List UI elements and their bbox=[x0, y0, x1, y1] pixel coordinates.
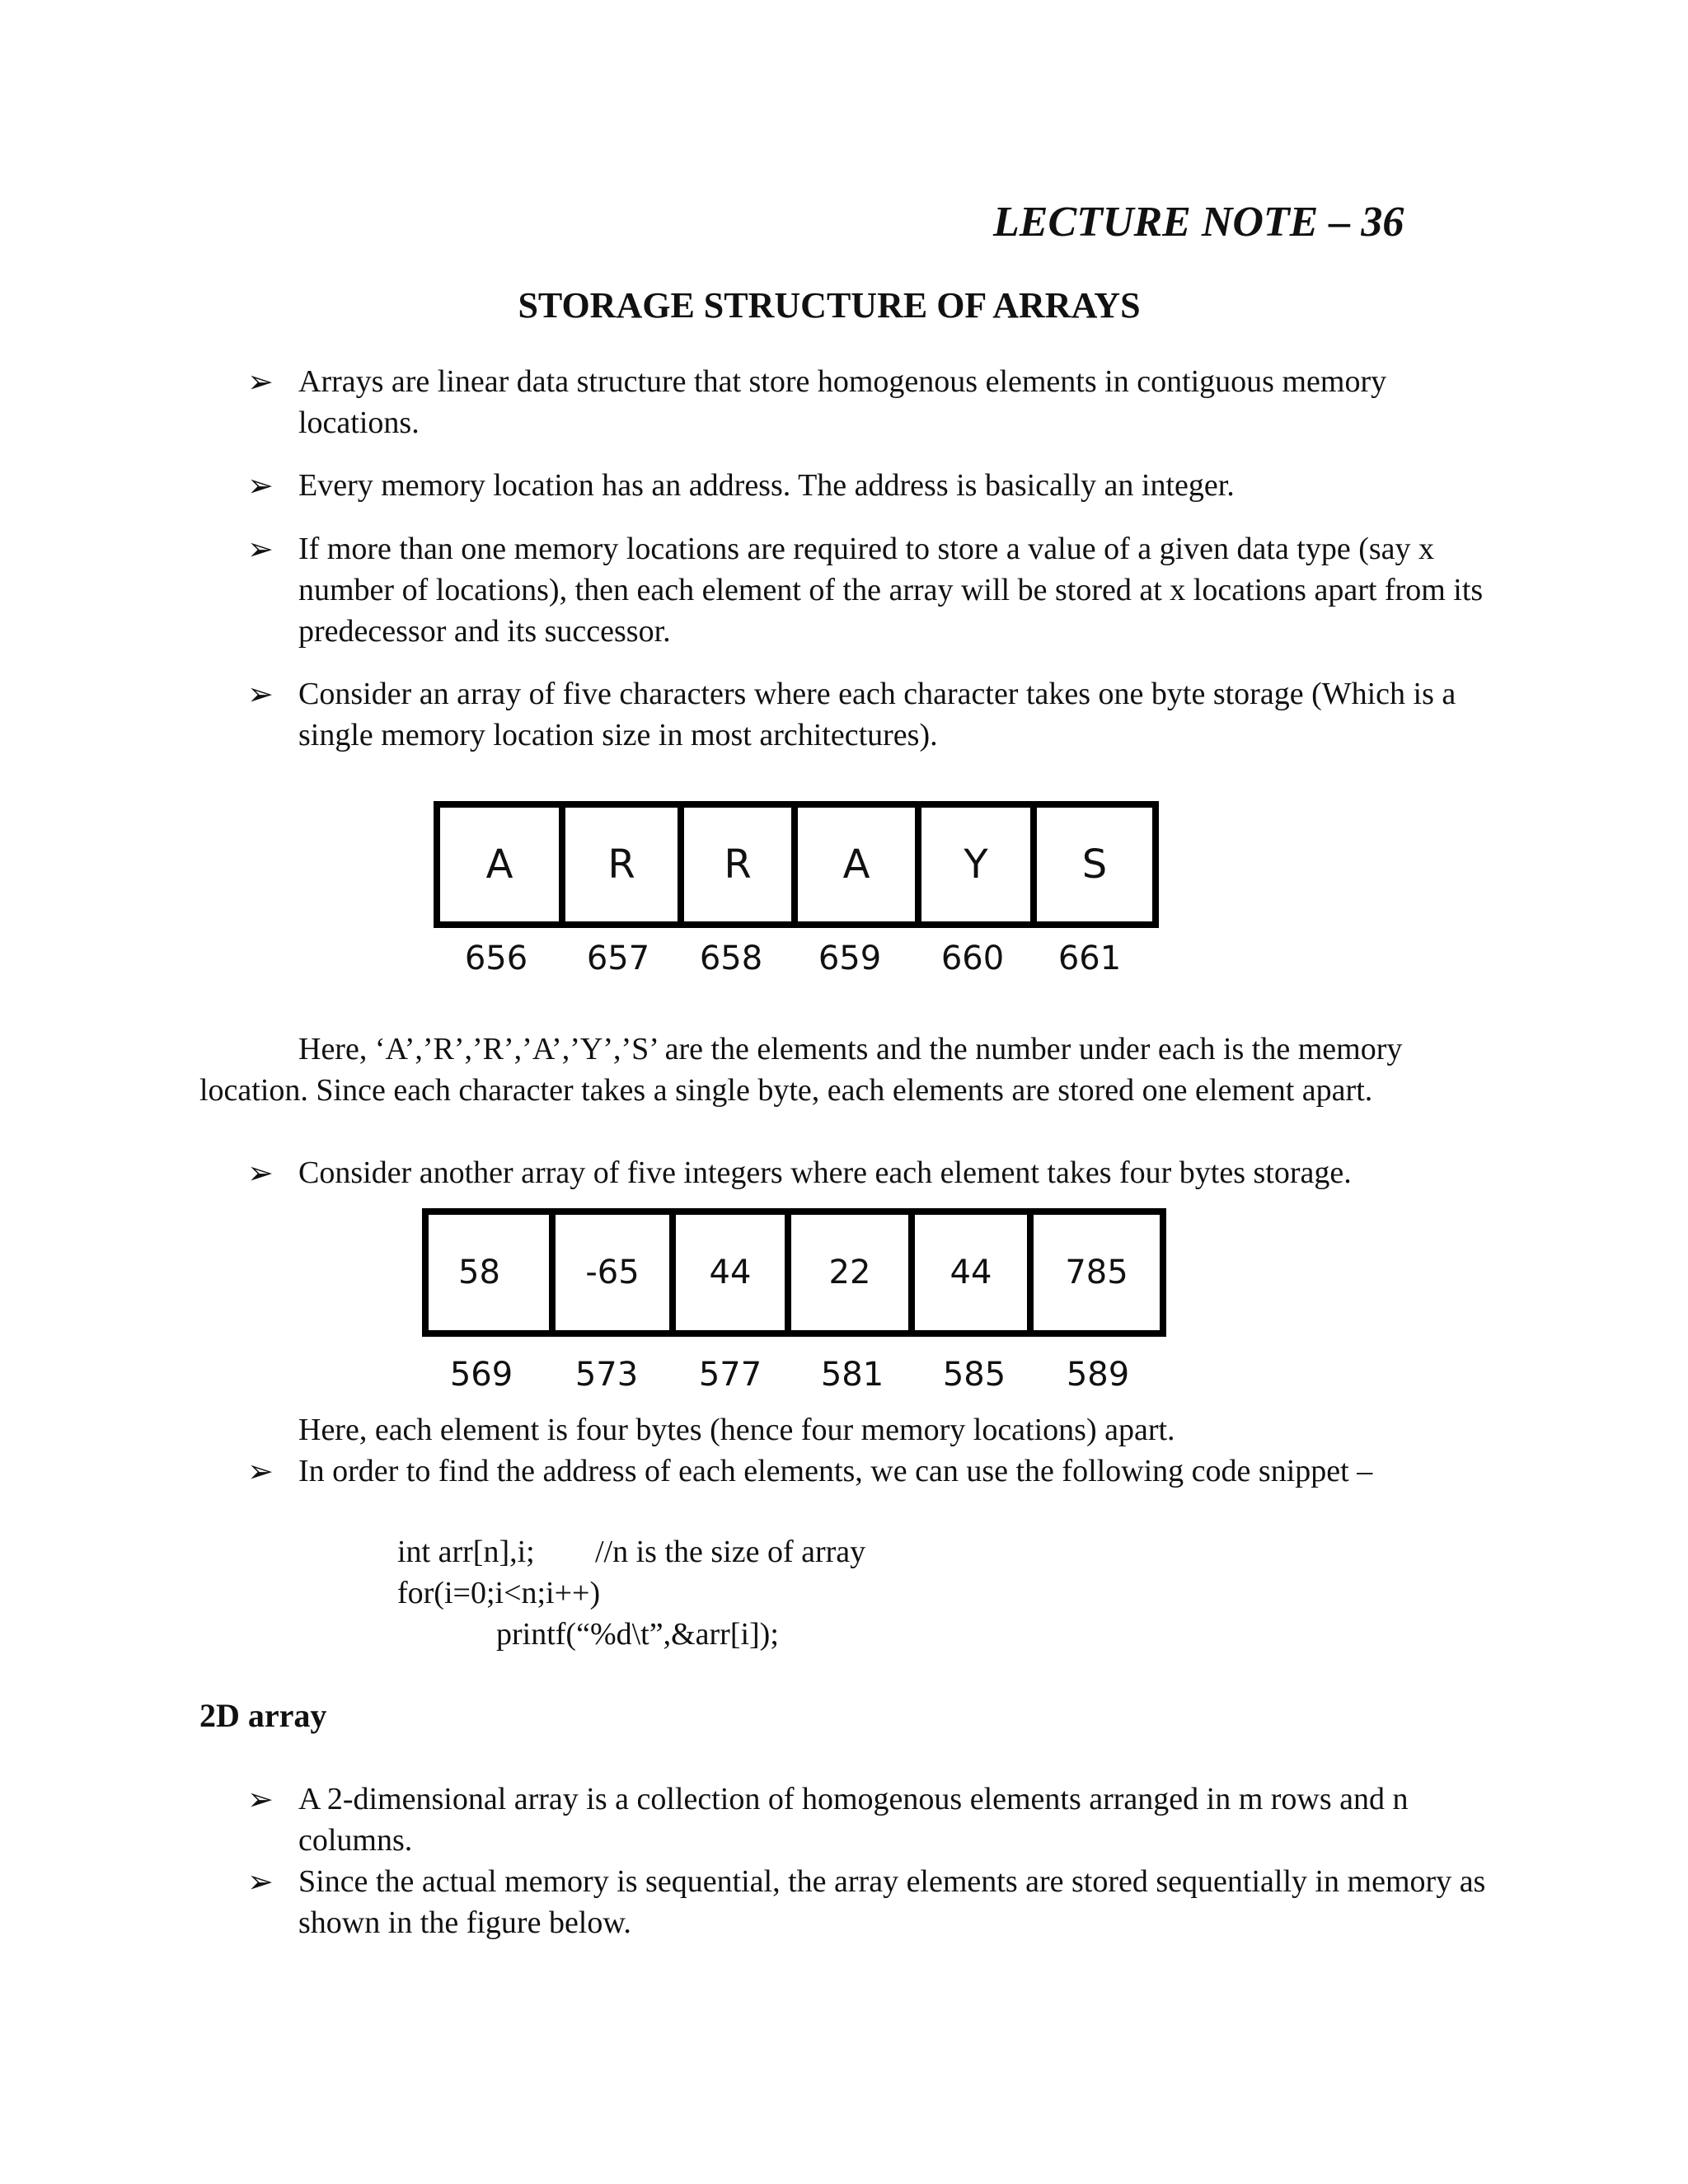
int-array-explanation: Here, each element is four bytes (hence four memory locations) apart. bbox=[298, 1413, 1175, 1447]
array-cell: A bbox=[440, 808, 565, 921]
int-array-addresses bbox=[422, 1356, 1164, 1394]
code-line-printf: printf(“%d\t”,&arr[i]); bbox=[496, 1617, 779, 1652]
array-cell: 58 bbox=[429, 1215, 556, 1330]
bullet-arrow-icon: ➢ bbox=[247, 676, 274, 712]
page-title bbox=[0, 284, 1688, 326]
memory-address: 569 bbox=[449, 1356, 513, 1394]
array-cell: 44 bbox=[915, 1215, 1034, 1330]
array-cell: R bbox=[684, 808, 798, 921]
bullet-arrow-icon: ➢ bbox=[247, 1781, 274, 1817]
int-array-figure bbox=[422, 1208, 1166, 1337]
array-cell: 44 bbox=[676, 1215, 791, 1330]
code-comment: //n is the size of array bbox=[595, 1535, 866, 1569]
char-array-addresses bbox=[434, 940, 1149, 977]
memory-address: 577 bbox=[698, 1356, 762, 1394]
memory-address: 658 bbox=[699, 940, 763, 977]
page-title-text: STORAGE STRUCTURE OF ARRAYS bbox=[518, 285, 1141, 326]
memory-address: 589 bbox=[1066, 1356, 1130, 1394]
bullet-item: Since the actual memory is sequential, the array elements are stored sequentially in memory as shown in the figure below. bbox=[298, 1864, 1486, 1940]
array-cell: 785 bbox=[1065, 1254, 1128, 1291]
bullet-arrow-icon: ➢ bbox=[247, 1155, 274, 1191]
bullet-arrow-icon: ➢ bbox=[247, 1453, 274, 1489]
bullet-arrow-icon: ➢ bbox=[247, 531, 274, 567]
bullet-item: Arrays are linear data structure that store homogenous elements in contiguous memory locations. bbox=[298, 364, 1387, 440]
bullet-arrow-icon: ➢ bbox=[247, 363, 274, 400]
array-cell: A bbox=[798, 808, 921, 921]
bullet-item: Consider another array of five integers where each element takes four bytes storage. bbox=[298, 1155, 1352, 1190]
memory-address: 657 bbox=[586, 940, 650, 977]
char-array-explanation: Here, ‘A’,’R’,’R’,’A’,’Y’,’S’ are the elements and the number under each is the memory location. Since each character takes a single byte, each elements are stored one element apart. bbox=[199, 1032, 1403, 1108]
memory-address: 573 bbox=[574, 1356, 639, 1394]
bullet-item: A 2-dimensional array is a collection of homogenous elements arranged in m rows and n columns. bbox=[298, 1782, 1409, 1858]
memory-address: 585 bbox=[942, 1356, 1006, 1394]
bullet-item: In order to find the address of each elements, we can use the following code snippet – bbox=[298, 1454, 1373, 1488]
char-array-figure bbox=[434, 801, 1159, 928]
memory-address: 661 bbox=[1057, 940, 1122, 977]
bullet-arrow-icon: ➢ bbox=[247, 467, 274, 504]
array-cell: -65 bbox=[556, 1215, 676, 1330]
bullet-item: Every memory location has an address. The address is basically an integer. bbox=[298, 468, 1235, 503]
memory-address: 660 bbox=[940, 940, 1005, 977]
code-line-declaration: int arr[n],i; bbox=[397, 1535, 535, 1569]
array-cell: R bbox=[565, 808, 684, 921]
code-line-loop: for(i=0;i<n;i++) bbox=[397, 1576, 601, 1610]
memory-address: 656 bbox=[464, 940, 528, 977]
bullet-arrow-icon: ➢ bbox=[247, 1863, 274, 1900]
array-cell: S bbox=[1081, 841, 1108, 888]
memory-address: 581 bbox=[820, 1356, 884, 1394]
bullet-item: If more than one memory locations are required to store a value of a given data type (say x number of locations), then each element of the array will be stored at x locations apart from its predecessor and its successor. bbox=[298, 532, 1484, 649]
array-cell: Y bbox=[921, 808, 1037, 921]
section-heading-2d-array: 2D array bbox=[199, 1697, 327, 1734]
lecture-note-number: LECTURE NOTE – 36 bbox=[993, 199, 1404, 246]
memory-address: 659 bbox=[818, 940, 882, 977]
bullet-item: Consider an array of five characters where each character takes one byte storage (Which is a single memory location size in most architectures). bbox=[298, 677, 1456, 752]
array-cell: 22 bbox=[791, 1215, 915, 1330]
